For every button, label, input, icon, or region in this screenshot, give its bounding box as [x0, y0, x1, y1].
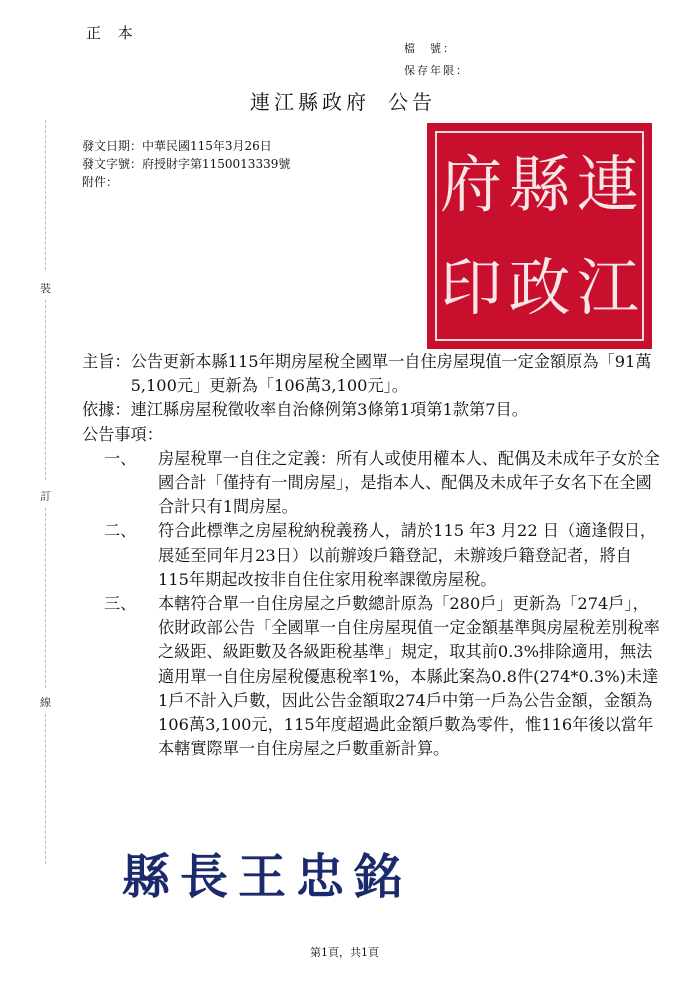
items-label: 公告事項： [82, 424, 163, 444]
list-item [104, 519, 662, 592]
item-text: 符合此標準之房屋稅納稅義務人，請於115 年3 月22 日（適逢假日，展延至同年月23日）以前辦竣戶籍登記，未辦竣戶籍登記者，將自115年期起改按非自住住家用稅率課徵房屋稅。 [158, 521, 657, 589]
subject-label: 主旨： [82, 352, 131, 371]
list-item [104, 592, 662, 761]
seal-char: 連 [576, 147, 639, 221]
subject-row [82, 350, 662, 398]
subject-text: 公告更新本縣115年期房屋稅全國單一自住房屋現值一定金額原為「91萬5,100元」更新為「106萬3,100元」。 [130, 352, 652, 396]
retention-period-label: 保存年限： [404, 64, 469, 77]
seal-char: 印 [440, 250, 503, 324]
seal-char: 縣 [508, 147, 571, 221]
seal-char: 府 [440, 147, 503, 221]
agency-name: 連江縣政府 [250, 90, 370, 114]
basis-label: 依據： [82, 400, 131, 420]
page-number: 第1頁，共1頁 [310, 946, 379, 959]
issue-date: 發文日期：中華民國115年3月26日 [82, 139, 272, 153]
binding-line [45, 508, 47, 688]
file-number-label: 檔 號： [404, 42, 456, 55]
attachment-label: 附件： [82, 175, 119, 189]
document-type: 公告 [388, 90, 436, 114]
item-number: 三、 [104, 594, 137, 614]
official-seal [427, 123, 652, 349]
basis-row [82, 398, 662, 422]
document-title [250, 86, 436, 115]
item-text: 房屋稅單一自住之定義：所有人或使用權本人、配偶及未成年子女於全國合計「僅持有一間房屋」，是指本人、配偶及未成年子女名下在全國合計只有1間房屋。 [158, 448, 660, 517]
binding-mark: 線 [40, 696, 51, 709]
items-heading [82, 423, 662, 447]
binding-line [45, 300, 47, 480]
list-item [104, 447, 662, 520]
item-number: 一、 [104, 448, 137, 468]
seal-char: 江 [576, 250, 639, 324]
magistrate-signature: 縣長王忠銘 [122, 849, 413, 905]
copy-type-label: 正 本 [86, 24, 139, 42]
issue-number: 發文字號：府授財字第1150013339號 [82, 157, 291, 171]
seal-char: 政 [508, 250, 571, 324]
binding-line [45, 714, 47, 864]
item-number: 二、 [104, 521, 137, 541]
announcement-body [82, 350, 662, 761]
binding-mark: 裝 [40, 282, 51, 295]
basis-text: 連江縣房屋稅徵收率自治條例第3條第1項第1款第7目。 [130, 400, 528, 420]
binding-line [45, 120, 47, 270]
item-text: 本轄符合單一自住房屋之戶數總計原為「280戶」更新為「274戶」，依財政部公告「全國單一自住房屋現值一定金額基準與房屋稅差別稅率之級距、級距數及各級距稅基準」規定，取其前0.3%排除適用，無法適用單一自住房屋稅優惠稅率1%，本縣此案為0.8件(274*0.3%)未達1戶不計入戶數，因此公告金額取274戶中第一戶為公告金額，金額為106萬3,100元，115年度超過此金額戶數為零件，惟116年後以當年本轄實際單一自住房屋之戶數重新計算。 [158, 594, 660, 759]
binding-mark: 訂 [40, 490, 51, 503]
